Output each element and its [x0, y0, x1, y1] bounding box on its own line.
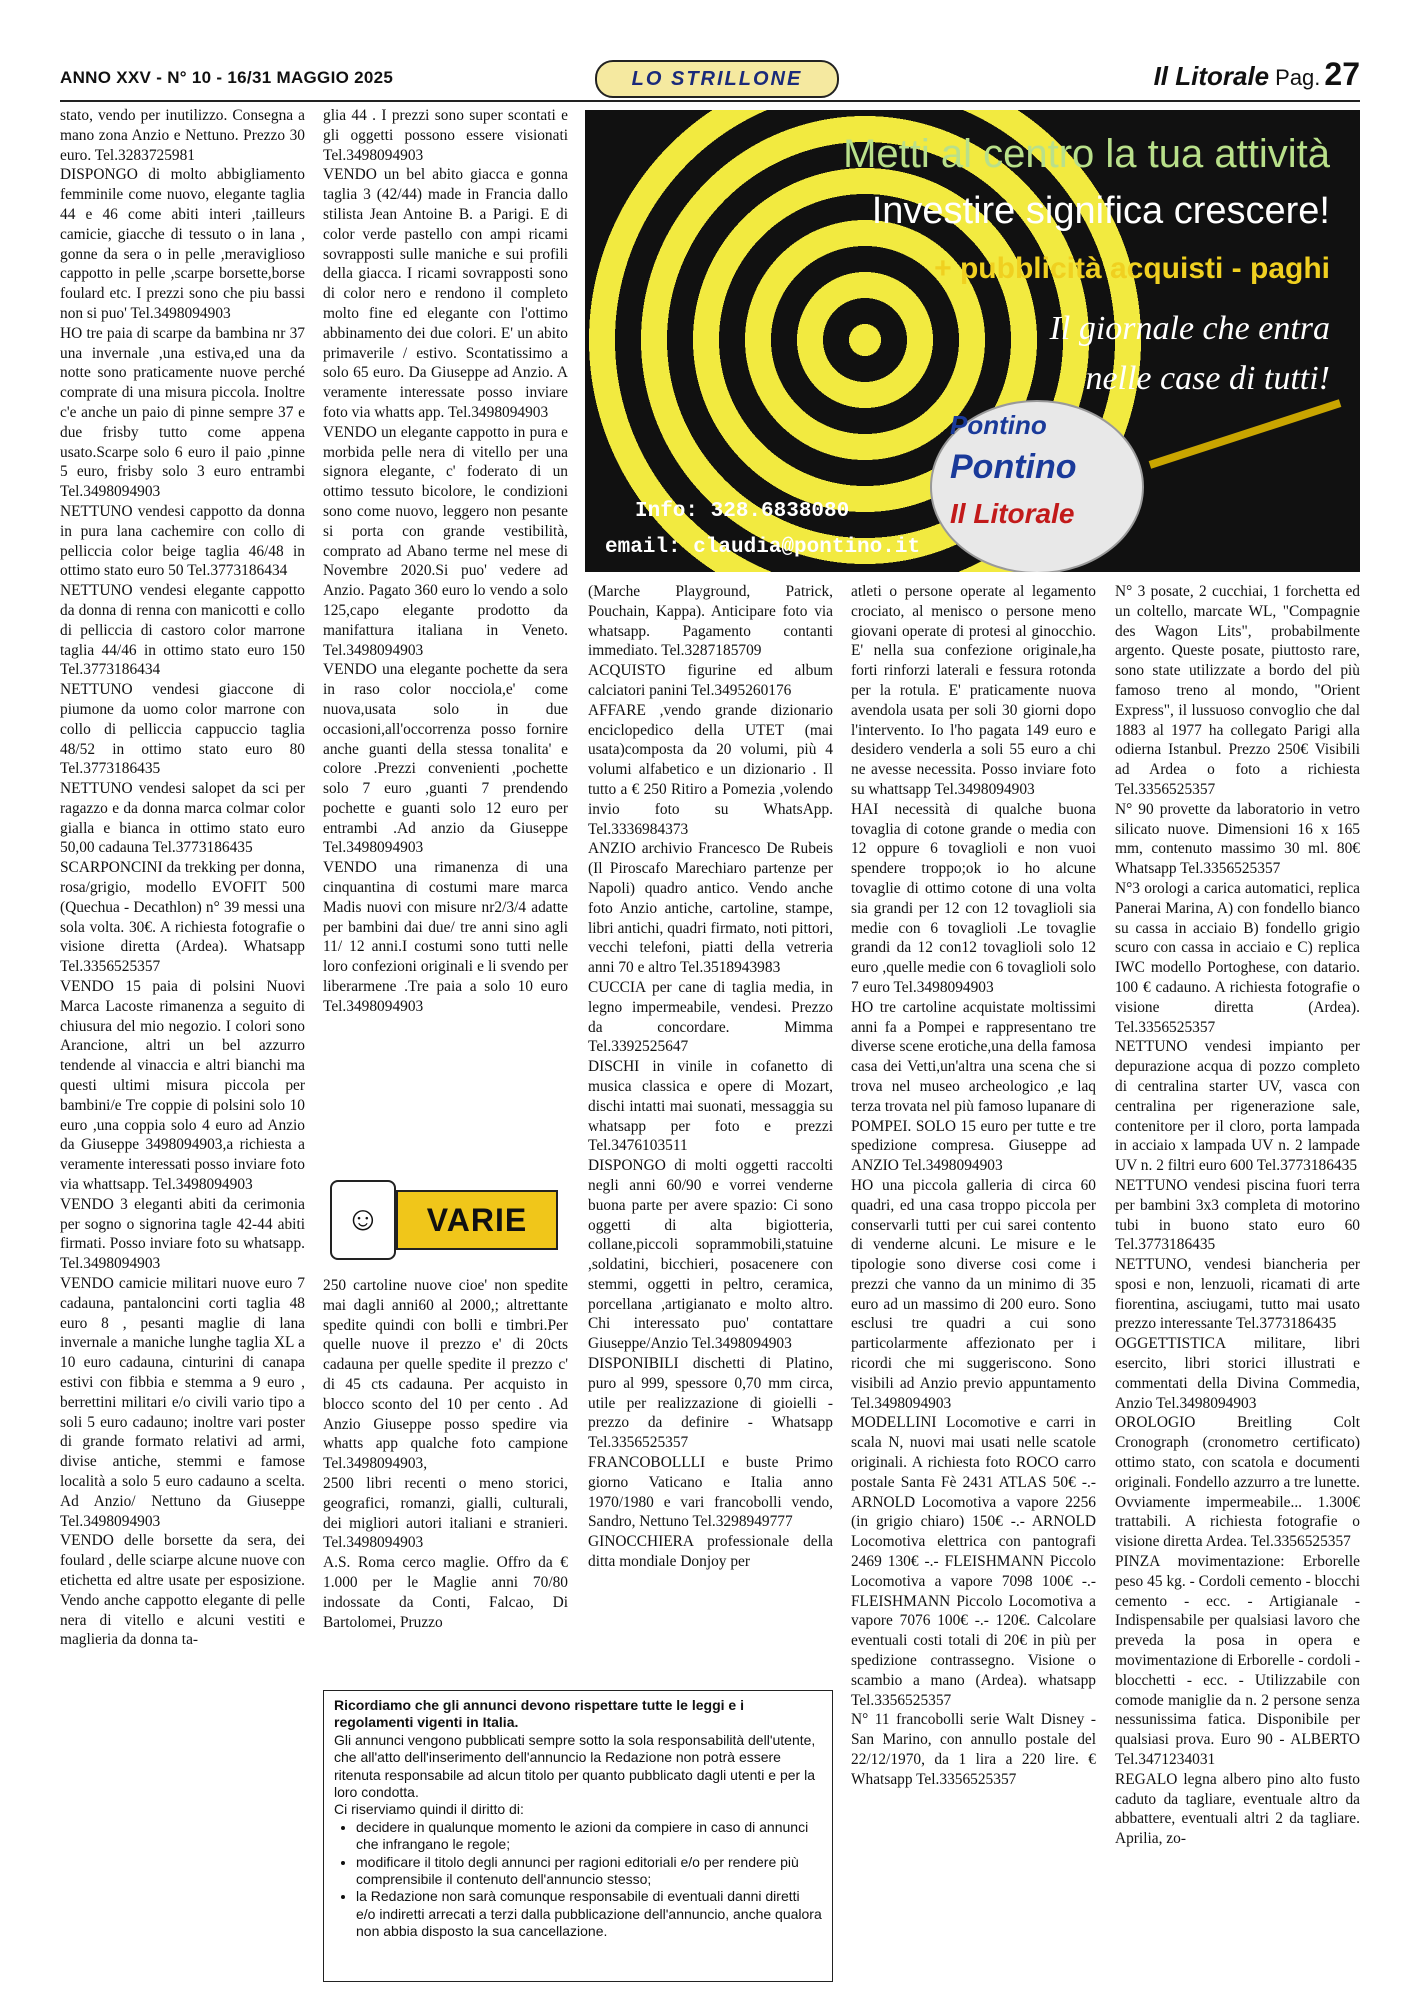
- classified-ad: N°3 orologi a carica automatici, replica Panerai Marina, A) con fondello bianco su cassa in acciaio B) fondello grigio scuro con cassa in acciaio e C) replica IWC modello Portoghese, con datario. 100 € cadauno. A richiesta fotografie o visione diretta (Ardea). Tel.3356525357: [1115, 879, 1360, 1036]
- classified-ad: N° 11 francobolli serie Walt Disney - San Marino, con annullo postale del 22/12/1970, da 1 lira a 220 lire. € Whatsapp Tel.3356525357: [851, 1711, 1096, 1788]
- classified-ad: stato, vendo per inutilizzo. Consegna a mano zona Anzio e Nettuno. Prezzo 30 euro. Tel.3283725981: [60, 107, 305, 164]
- classified-ad: GINOCCHIERA professionale della ditta mondiale Donjoy per: [588, 1533, 833, 1571]
- classified-ad: DISCHI in vinile in cofanetto di musica classica e opere di Mozart, dischi intatti mai suonati, messaggia su whatsapp per foto e prezzi Tel.3476103511: [588, 1058, 833, 1155]
- disclaimer-list: [334, 1819, 822, 1941]
- classified-ad: VENDO camicie militari nuove euro 7 cadauna, pantaloncini corti taglia 48 euro 8 , pesanti maglie di lana invernale a maniche lunghe taglia XL a 10 euro cadauna, cinturini di canapa estivi con fibbia e stemma a 9 euro , berrettini militari e/o civili vario tipo a soli 5 euro cadauno; inoltre vari poster di grande formato relativi ad armi, divise antiche, stemmi e famose località a solo 5 euro cadauno a scelta. Ad Anzio/ Nettuno da Giuseppe Tel.3498094903: [60, 1275, 305, 1530]
- classified-ad: NETTUNO vendesi impianto per depurazione acqua di pozzo completo di centralina starter UV, vasca con centralina per rigenerazione sale, contenitore per il cloro, porta lampada in acciaio x lampada UV n. 2 lampade UV n. 2 filtri euro 600 Tel.3773186435: [1115, 1038, 1360, 1175]
- ad-tagline-2: nelle case di tutti!: [1085, 360, 1330, 397]
- classified-ad: NETTUNO vendesi piscina fuori terra per bambini 3x3 completa di motorino tubi in buono stato euro 60 Tel.3773186435: [1115, 1176, 1360, 1254]
- column-5: [1115, 582, 1360, 1982]
- column-1: [60, 106, 305, 1986]
- classified-ad: VENDO un bel abito giacca e gonna taglia 3 (42/44) made in Francia dallo stilista Jean Antoine B. a Parigi. E di color verde pastello con ampi ricami sovrapposti sulle maniche e sui profili della giacca. I ricami sovrapposti sono di color nero e rendono il completo molto fine ed elegante con l'ottimo abbinamento dei due colori. E' un abito primaverile / estivo. Scontatissimo a solo 65 euro. Da Giuseppe ad Anzio. A veramente interessate posso inviare foto via whatts app. Tel.3498094903: [323, 166, 568, 421]
- column-2-varie: [323, 1276, 568, 1686]
- classified-ad: MODELLINI Locomotive e carri in scala N, nuovi mai usati nelle scatole originali. A richiesta foto ROCO carro postale Santa Fè 2431 ATLAS 50€ -.- ARNOLD Locomotiva a vapore 2256 (in grigio chiaro) 150€ -.- ARNOLD Locomotiva elettrica con pantografi 2469 130€ -.- FLEISHMANN Piccolo Locomotiva a vapore 7098 100€ -.- FLEISHMANN Piccolo Locomotiva a vapore 7076 100€ -.- 120€. Calcolare eventuali costi totali di 20€ in più per spedizione contrassegno. Visione o scambio a mano (Ardea). whatsapp Tel.3356525357: [851, 1414, 1096, 1709]
- advert-banner: [585, 110, 1360, 572]
- classified-ad: DISPONIBILI dischetti di Platino, puro al 999, spessore 0,70 mm circa, utile per realizzazione di gioielli - prezzo da definire - Whatsapp Tel.3356525357: [588, 1355, 833, 1452]
- disclaimer-body: Gli annunci vengono pubblicati sempre sotto la sola responsabilità dell'utente, che all'atto dell'inserimento dell'annuncio la Redazione non potrà essere ritenuta responsabile ad alcun titolo per quanto pubblicato dagli utenti e per la loro condotta.: [334, 1731, 816, 1801]
- classified-ad: REGALO legna albero pino alto fusto caduto da tagliare, eventuale altro da abbattere, eventuali altri 2 da tagliare. Aprilia, zo-: [1115, 1770, 1360, 1848]
- classified-ad: N° 90 provette da laboratorio in vetro silicato nuove. Dimensioni 16 x 165 mm, contenuto massimo 30 ml. 80€ Whatsapp Tel.3356525357: [1115, 800, 1360, 878]
- column-3: [588, 582, 833, 1684]
- classified-ad: VENDO un elegante cappotto in pura e morbida pelle nera di vitello per una signora elegante, c' foderato di un ottimo tessuto bicolore, le condizioni sono come nuovo, leggero non pesante si porta con grande vestibilità, comprato ad Abano terme nel mese di Novembre 2020.Si puo' vedere ad Anzio. Pagato 360 euro lo vendo a solo 125,capo elegante prodotto da manifattura italiana in Veneto. Tel.3498094903: [323, 423, 568, 659]
- classified-ad: CUCCIA per cane di taglia media, in legno impermeabile, vendesi. Prezzo da concordare. Mimma Tel.3392525647: [588, 978, 833, 1056]
- classified-ad: VENDO una elegante pochette da sera in raso color nocciola,e' come nuova,usata solo in due occasioni,all'occorrenza posso fornire anche guanti della stessa tonalita' e colore .Prezzi convenienti ,pochette solo 7 euro ,guanti 7 prendendo pochette e guanti solo 12 euro per entrambi .Ad anzio da Giuseppe Tel.3498094903: [323, 661, 568, 857]
- dart-icon: [1149, 399, 1342, 468]
- page-title: [1154, 56, 1360, 93]
- classified-ad: HAI necessità di qualche buona tovaglia di cotone grande o media con 12 oppure 6 tovaglioli e non vuoi spendere troppo;ok io ho alcune tovaglie di ottimo cotone di una volta sia grandi per 12 con 12 tovaglioli sia medie con 6 tovaglioli .Le tovaglie grandi da 12 con12 tovaglioli solo 12 euro ,quelle medie con 6 tovaglioli solo 7 euro Tel.3498094903: [851, 800, 1096, 996]
- disclaimer-item: • decidere in qualunque momento le azioni da compiere in caso di annunci che infrangano le regole;: [356, 1819, 822, 1854]
- classified-ad: PINZA movimentazione: Erborelle peso 45 kg. - Cordoli cemento - blocchi cemento - ecc. - Artigianale - Indispensabile per qualsiasi lavoro che preveda la posa in opera e movimentazione di Erborelle - cordoli -blocchetti - ecc. - Utilizzabile con comode maniglie da n. 2 persone senza nessunissima fatica. Disponibile per qualsiasi prova. Euro 90 - ALBERTO Tel.3471234031: [1115, 1553, 1360, 1769]
- classified-ad: 2500 libri recenti o meno storici, geografici, romanzi, gialli, culturali, dei migliori autori italiani e stranieri. Tel.3498094903: [323, 1474, 568, 1552]
- classified-ad: VENDO 3 eleganti abiti da cerimonia per sogno o signorina tagle 42-44 abiti firmati. Posso inviare foto su whatsapp. Tel.3498094903: [60, 1195, 305, 1273]
- disclaimer-intro: Ci riserviamo quindi il diritto di:: [334, 1801, 524, 1818]
- classified-ad: NETTUNO vendesi cappotto da donna in pura lana cachemire con collo di pelliccia color beige taglia 46/48 in ottimo stato euro 50 Tel.3773186434: [60, 502, 305, 580]
- classified-ad: SCARPONCINI da trekking per donna, rosa/grigio, modello EVOFIT 500 (Quechua - Decathlon) n° 39 messi una sola volta. 30€. A richiesta fotografie o visione diretta (Ardea). Whatsapp Tel.3356525357: [60, 859, 305, 976]
- classified-ad: NETTUNO, vendesi biancheria per sposi e non, lenzuoli, ricamati di arte fiorentina, asciugami, tutto mai usato prezzo interessante Tel.3773186435: [1115, 1256, 1360, 1333]
- paper-name: Il Litorale: [1153, 61, 1270, 91]
- header-rule: [60, 100, 1360, 102]
- classified-ad: NETTUNO vendesi salopet da sci per ragazzo e da donna marca colmar color gialla e bianca in ottimo stato euro 50,00 cadauna Tel.3773186435: [60, 780, 305, 857]
- classified-ad: VENDO delle borsette da sera, dei foulard , delle sciarpe alcune nuove con etichetta ed altre usate per esposizione. Vendo anche cappotto elegante di pelle nera di vitello e alcuni vestiti e maglieria da donna ta-: [60, 1532, 305, 1649]
- ad-headline: Metti al centro la tua attività: [843, 132, 1330, 176]
- classified-ad: A.S. Roma cerco maglie. Offro da € 1.000 per le Maglie anni 70/80 indossate da Conti, Falcao, Di Bartolomei, Pruzzo: [323, 1554, 568, 1631]
- section-title: VARIE: [396, 1190, 558, 1250]
- classified-ad: DISPONGO di molti oggetti raccolti negli anni 60/90 e vorrei venderne buona parte per avere spazio: Ci sono oggetti di alta bigiotteria, collane,piccoli soprammobili,statuine ,soldatini, bicchieri, posacenere con stemmi, oggetti in peltro, ceramica, porcellana ,artigianato e molto altro. Chi interessato puo' contattare Giuseppe/Anzio Tel.3498094903: [588, 1157, 833, 1353]
- newsboy-icon: ☺: [330, 1180, 396, 1260]
- classified-ad: OGGETTISTICA militare, libri esercito, libri storici illustrati e commentati della Divina Commedia, Anzio Tel.3498094903: [1115, 1335, 1360, 1412]
- classified-ad: VENDO 15 paia di polsini Nuovi Marca Lacoste rimanenza a seguito di chiusura del mio negozio. I colori sono Arancione, altri un bel azzurro tendende al vinaccia e altri bianchi ma questi ultimi misura piccola per bambini/e Tre coppie di polsini solo 10 euro ,una coppia solo 4 euro ad Anzio da Giuseppe 3498094903,a richiesta a veramente interessati posso inviare foto via whattsapp. Tel.3498094903: [60, 978, 305, 1194]
- ad-email: email: claudia@pontino.it: [605, 536, 921, 559]
- section-varie-header: [330, 1176, 560, 1260]
- classified-ad: N° 3 posate, 2 cucchiai, 1 forchetta ed un coltello, marcate WL, "Compagnie des Wagon Lits", probabilmente argento. Queste posate, piuttosto rare, sono state utilizzate a bordo del più famoso treno al mondo, "Orient Express", il lussuoso convoglio che dal 1883 al 1977 ha collegato Parigi alla odierna Istanbul. Prezzo 250€ Visibili ad Ardea o foto a richiesta Tel.3356525357: [1115, 583, 1360, 798]
- disclaimer-item: • modificare il titolo degli annunci per ragioni editoriali e/o per rendere più comprensibile il contenuto dell'annuncio stesso;: [356, 1854, 822, 1889]
- classified-ad: (Marche Playground, Patrick, Pouchain, Kappa). Anticipare foto via whatsapp. Pagamento contanti immediato. Tel.3287185709: [588, 583, 833, 660]
- issue-info: ANNO XXV - N° 10 - 16/31 MAGGIO 2025: [60, 68, 394, 87]
- page-header: [60, 56, 1360, 100]
- classified-ad: OROLOGIO Breitling Colt Cronograph (cronometro certificato) ottimo stato, con scatola e documenti originali. Fondello azzurro a tre lunette. Ovviamente impermeabile... 1.300€ trattabili. A richiesta fotografie o visione diretta Ardea. Tel.3356525357: [1115, 1414, 1360, 1551]
- classified-ad: ACQUISTO figurine ed album calciatori panini Tel.3495260176: [588, 662, 833, 699]
- classified-ad: 250 cartoline nuove cioe' non spedite mai dagli anni60 al 2000,; altrettante spedite quindi con bolli e timbri.Per quelle nuove il prezzo e' di 20cts cadauna per quelle spedite il prezzo c' di 45 cts cadauna. Per acquisto in blocco sconto del 10 per cento . Ad Anzio Giuseppe posso spedire via whatts app qualche foto campione Tel.3498094903,: [323, 1277, 568, 1473]
- ad-subheadline: Investire significa crescere!: [871, 190, 1330, 232]
- classified-ad: HO tre cartoline acquistate moltissimi anni fa a Pompei e rappresentano tre diverse scene erotiche,una della famosa casa dei Vetti,un'altra una scena che si trova nel museo archeologico ,e laq terza trovata nel più famoso lupanare di POMPEI. SOLO 15 euro per tutte e tre spedizione compresa. Giuseppe ad ANZIO Tel.3498094903: [851, 998, 1096, 1175]
- classified-ad: HO una piccola galleria di circa 60 quadri, ed una casa troppo piccola per conservarli tutti per cui sarei contento di venderne alcuni. Le misure e le tipologie sono diverse cosi come i prezzi che vanno da un minimo di 35 euro ad un massimo di 200 euro. Sono esclusi tre quadri a cui sono particolarmente affezionato per i ricordi che mi suggeriscono. Sono visibili ad Anzio previo appuntamento Tel.3498094903: [851, 1176, 1096, 1412]
- classified-ad: HO tre paia di scarpe da bambina nr 37 una invernale ,una estiva,ed una da notte sono praticamente nuove perché comprate di una misura piccola. Inoltre c'e anche un paio di pinne sempre 37 e due frisby tutto come appena usato.Scarpe solo 6 euro il paio ,pinne 5 euro, frisby solo 3 euro entrambi Tel.3498094903: [60, 324, 305, 501]
- column-2: [323, 106, 568, 1166]
- classified-ad: DISPONGO di molto abbigliamento femminile come nuovo, elegante taglia 44 e 46 come abiti interi ,tailleurs camicie, giacche di tessuto o in lana , gonne da sera o in pelle ,meraviglioso cappotto in pelle ,scarpe borsette,borse foulard etc. I prezzi sono che piu bassi non si puo' Tel.3498094903: [60, 166, 305, 322]
- classified-ad: VENDO una rimanenza di una cinquantina di costumi mare marca Madis nuovi con misure nr2/3/4 adatte per bambini dai due/ tre anni sino agli 11/ 12 anni.I costumi sono tutti nelle loro confezioni originali e li svendo per liberarmene .Tre paia a solo 10 euro Tel.3498094903: [323, 859, 568, 1015]
- page-label: Pag.: [1275, 65, 1321, 90]
- page-number: 27: [1324, 56, 1360, 92]
- classified-ad: glia 44 . I prezzi sono super scontati e gli oggetti possono essere visionati Tel.3498094903: [323, 107, 568, 164]
- classified-ad: NETTUNO vendesi elegante cappotto da donna di renna con manicotti e collo di pelliccia di castoro color marrone taglia 44/46 in ottimo stato euro 150 Tel.3773186434: [60, 582, 305, 679]
- classified-ad: NETTUNO vendesi giaccone di piumone da uomo color marrone con collo di pelliccia cappuccio taglia 48/52 in ottimo stato euro 80 Tel.3773186435: [60, 681, 305, 778]
- classified-ad: FRANCOBOLLLI e buste Primo giorno Vaticano e Italia anno 1970/1980 e vari francobolli vendo, Sandro, Nettuno Tel.3298949777: [588, 1454, 833, 1531]
- disclaimer-box: [323, 1690, 833, 1982]
- column-4: [851, 582, 1096, 1982]
- ad-tagline-1: Il giornale che entra: [1049, 310, 1330, 347]
- lo-strillone-logo: LO STRILLONE: [595, 60, 839, 98]
- classified-ad: ANZIO archivio Francesco De Rubeis (Il Piroscafo Marechiaro partenze per Napoli) quadro antico. Vendo anche foto Anzio antiche, cartoline, stampe, libri antichi, quadri firmato, noti pittori, vecchi telefoni, piatti della vetreria anni 70 e altro Tel.3518943983: [588, 840, 833, 977]
- ad-slogan: + pubblicità acquisti - paghi: [934, 252, 1330, 285]
- disclaimer-title: Ricordiamo che gli annunci devono rispettare tutte le leggi e i regolamenti vigenti in Italia.: [334, 1697, 744, 1731]
- classified-ad: AFFARE ,vendo grande dizionario enciclopedico della UTET (mai usata)composta da 20 volumi, più 4 volumi alfabetico e un dizionario . Il tutto a € 250 Ritiro a Pomezia ,volendo invio foto su WhatsApp. Tel.3336984373: [588, 701, 833, 838]
- classified-ad: atleti o persone operate al legamento crociato, al menisco o persone meno giovani operate di protesi al ginocchio. E' nella sua confezione originale,ha forti rinforzi laterali e fessura rotonda per la rotula. E' praticamente nuova avendola usata per soli 30 giorni dopo l'intervento. Io l'ho pagata 149 euro e desidero venderla a soli 55 euro a chi ne avesse necessita. Posso inviare foto su whattsapp Tel.3498094903: [851, 583, 1096, 798]
- newspaper-ball-logo: Pontino Pontino Il Litorale: [930, 400, 1144, 572]
- ad-phone: Info: 328.6838080: [635, 500, 850, 523]
- disclaimer-item: • la Redazione non sarà comunque responsabile di eventuali danni diretti e/o indiretti arrecati a terzi dalla pubblicazione dell'annuncio, anche qualora non abbia disposto la sua cancellazione.: [356, 1888, 822, 1940]
